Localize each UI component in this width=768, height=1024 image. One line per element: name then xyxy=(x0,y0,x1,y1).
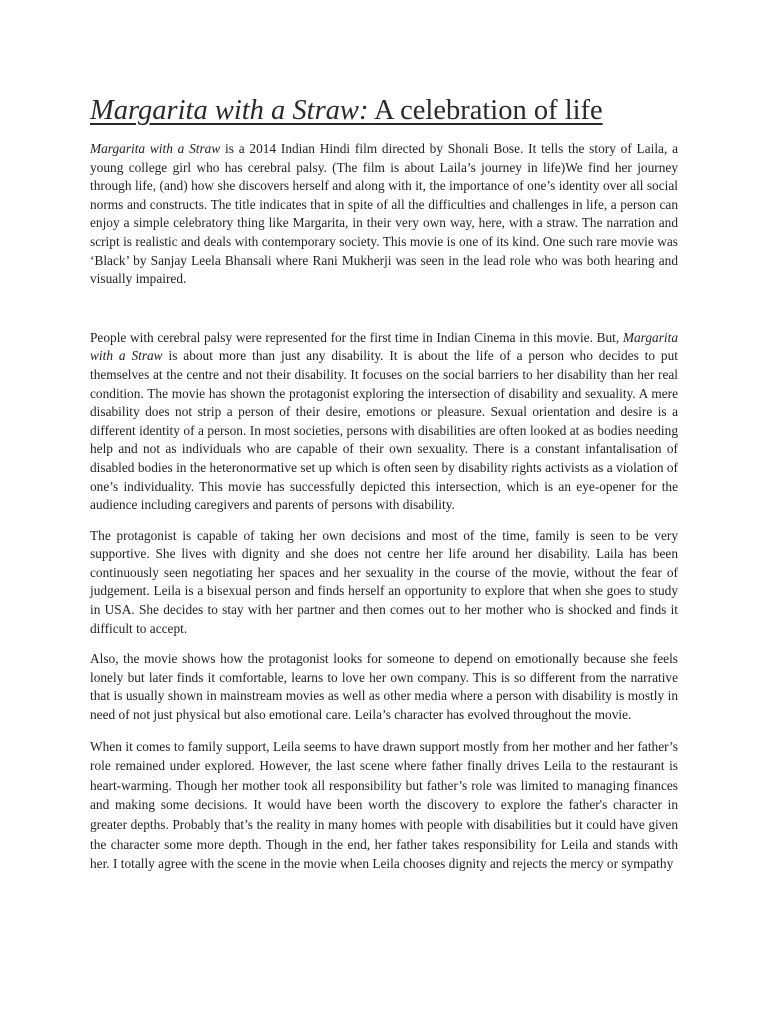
article-title xyxy=(90,94,678,128)
document-page xyxy=(90,94,678,874)
paragraph-emotional-dependence: Also, the movie shows how the protagonist looks for someone to depend on emotionally because she feels lonely but later finds it comfortable, learns to love her own company. This is so different from the narrative that is usually shown in mainstream movies as well as other media where a person with disability is mostly in need of not just physical but also emotional care. Leila’s character has evolved throughout the movie. xyxy=(90,651,678,723)
paragraph-intro-film-name: Margarita with a Straw xyxy=(90,141,221,156)
paragraph-family-support: When it comes to family support, Leila seems to have drawn support mostly from her mother and her father’s role remained under explored. However, the last scene where father finally drives Leila to the restaurant is heart-warming. Though her mother took all responsibility but father’s role was limited to managing finances and making some decisions. It would have been worth the discovery to explore the father's character in greater depths. Probably that’s the reality in many homes with people with disabilities but it could have given the character some more depth. Though in the end, her father takes responsibility for Leila and stands with her. I totally agree with the scene in the movie when Leila chooses dignity and rejects the mercy or sympathy xyxy=(90,738,678,872)
paragraph-protagonist: The protagonist is capable of taking her own decisions and most of the time, family is seen to be very supportive. She lives with dignity and she does not centre her life around her disability. Laila has been continuously seen negotiating her spaces and her sexuality in the course of the movie, without the fear of judgement. Leila is a bisexual person and finds herself an opportunity to explore that when she goes to study in USA. She decides to stay with her partner and then comes out to her mother who is shocked and finds it difficult to accept. xyxy=(90,527,678,636)
paragraph-intro-text: is a 2014 Indian Hindi film directed by Shonali Bose. It tells the story of Laila, a young college girl who has cerebral palsy. (The film is about Laila’s journey in life)We find her journey through life, (and) how she discovers herself and along with it, the importance of one’s identity over all social norms and constructs. The title indicates that in spite of all the difficulties and challenges in life, a person can enjoy a simple celebratory thing like Margarita, in their very own way, here, with a straw. The narration and script is realistic and deals with contemporary society. This movie is one of its kind. One such rare movie was ‘Black’ by Sanjay Leela Bhansali where Rani Mukherji was seen in the lead role who was both hearing and visually impaired. xyxy=(90,141,678,287)
paragraph-cerebral-palsy xyxy=(90,329,678,515)
title-subtitle: A celebration of life xyxy=(368,95,603,126)
paragraph-cerebral-palsy-film-name: Margarita with a Straw xyxy=(90,329,678,364)
paragraph-cerebral-palsy-text: is about more than just any disability. It is about the life of a person who decides to put themselves at the centre and not their disability. It focuses on the social barriers to her disability than her real condition. The movie has shown the protagonist exploring the intersection of disability and sexuality. A mere disability does not strip a person of their desire, emotions or pleasure. Sexual orientation and desire is a different identity of a person. In most societies, persons with disabilities are often looked at as bodies needing help and not as individuals who are capable of their own sexuality. There is a constant infantalisation of disabled bodies in the heteronormative set up which is often seen by disability rights activists as a violation of one’s individuality. This movie has successfully depicted this intersection, which is an eye-opener for the audience including caregivers and parents of persons with disability. xyxy=(90,348,678,513)
paragraph-intro xyxy=(90,140,678,289)
title-film-name: Margarita with a Straw: xyxy=(90,95,369,126)
paragraph-cerebral-palsy-lead: People with cerebral palsy were represented for the first time in Indian Cinema in this movie. But, xyxy=(90,329,623,345)
